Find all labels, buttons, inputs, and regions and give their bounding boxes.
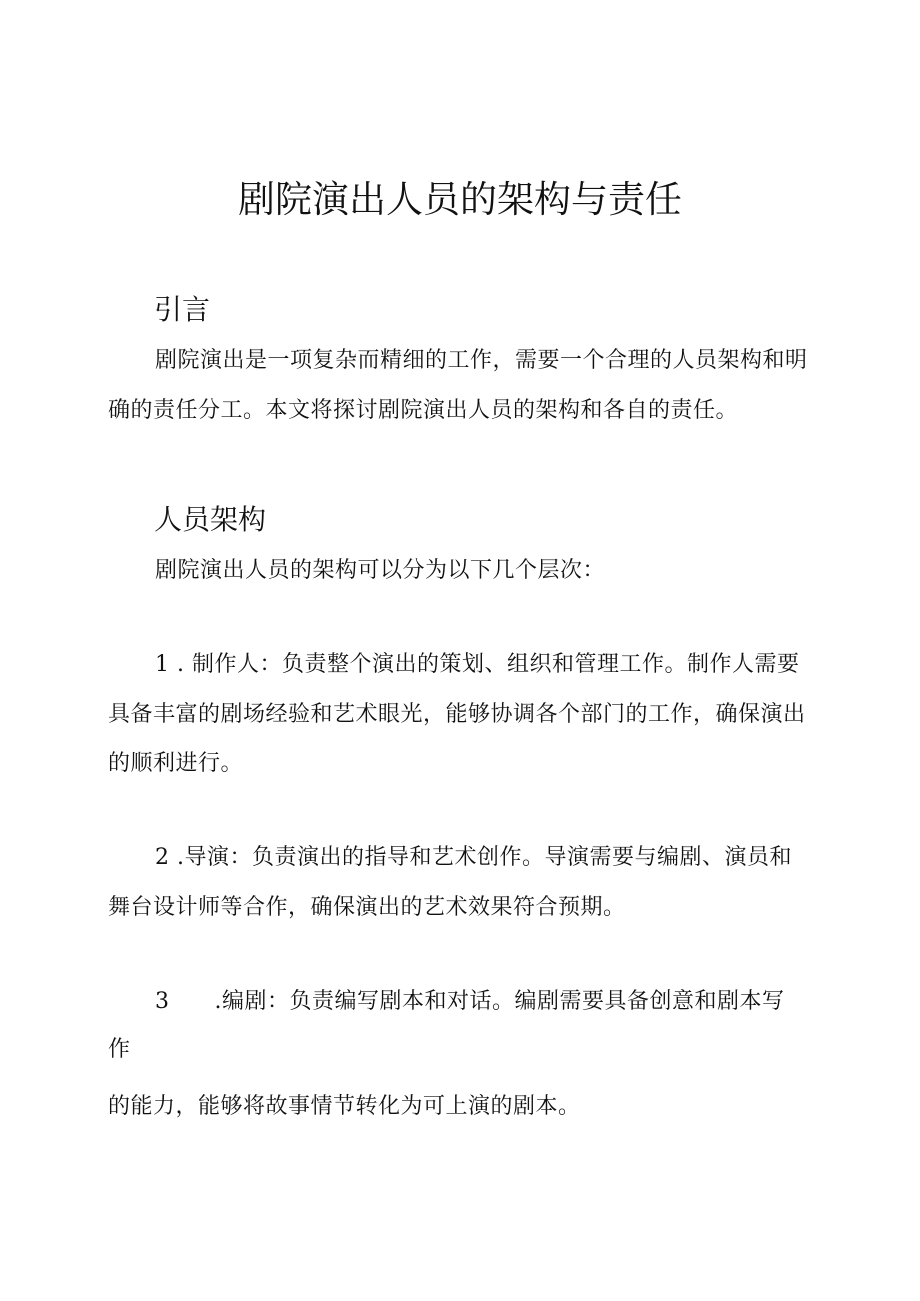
item-2-line-2: 舞台设计师等合作，确保演出的艺术效果符合预期。 <box>108 895 626 920</box>
item-2-line-1: 2 .导演：负责演出的指导和艺术创作。导演需要与编剧、演员和 <box>155 845 792 870</box>
structure-intro-line: 剧院演出人员的架构可以分为以下几个层次： <box>155 558 606 583</box>
intro-paragraph-line-1: 剧院演出是一项复杂而精细的工作，需要一个合理的人员架构和明 <box>155 348 808 373</box>
section-heading-introduction: 引言 <box>154 293 211 326</box>
item-3-line-1: 3 .编剧：负责编写剧本和对话。编剧需要具备创意和剧本写 <box>155 989 785 1014</box>
item-3-line-3: 的能力，能够将故事情节转化为可上演的剧本。 <box>108 1094 581 1119</box>
document-title: 剧院演出人员的架构与责任 <box>238 178 682 221</box>
item-1-line-1: 1 . 制作人：负责整个演出的策划、组织和管理工作。制作人需要 <box>155 652 800 677</box>
item-1-line-3: 的顺利进行。 <box>108 751 244 776</box>
item-1-line-2: 具备丰富的剧场经验和艺术眼光，能够协调各个部门的工作，确保演出 <box>108 702 806 727</box>
intro-paragraph-line-2: 确的责任分工。本文将探讨剧院演出人员的架构和各自的责任。 <box>108 398 739 423</box>
section-heading-structure: 人员架构 <box>154 503 267 536</box>
item-3-line-2: 作 <box>108 1037 131 1062</box>
